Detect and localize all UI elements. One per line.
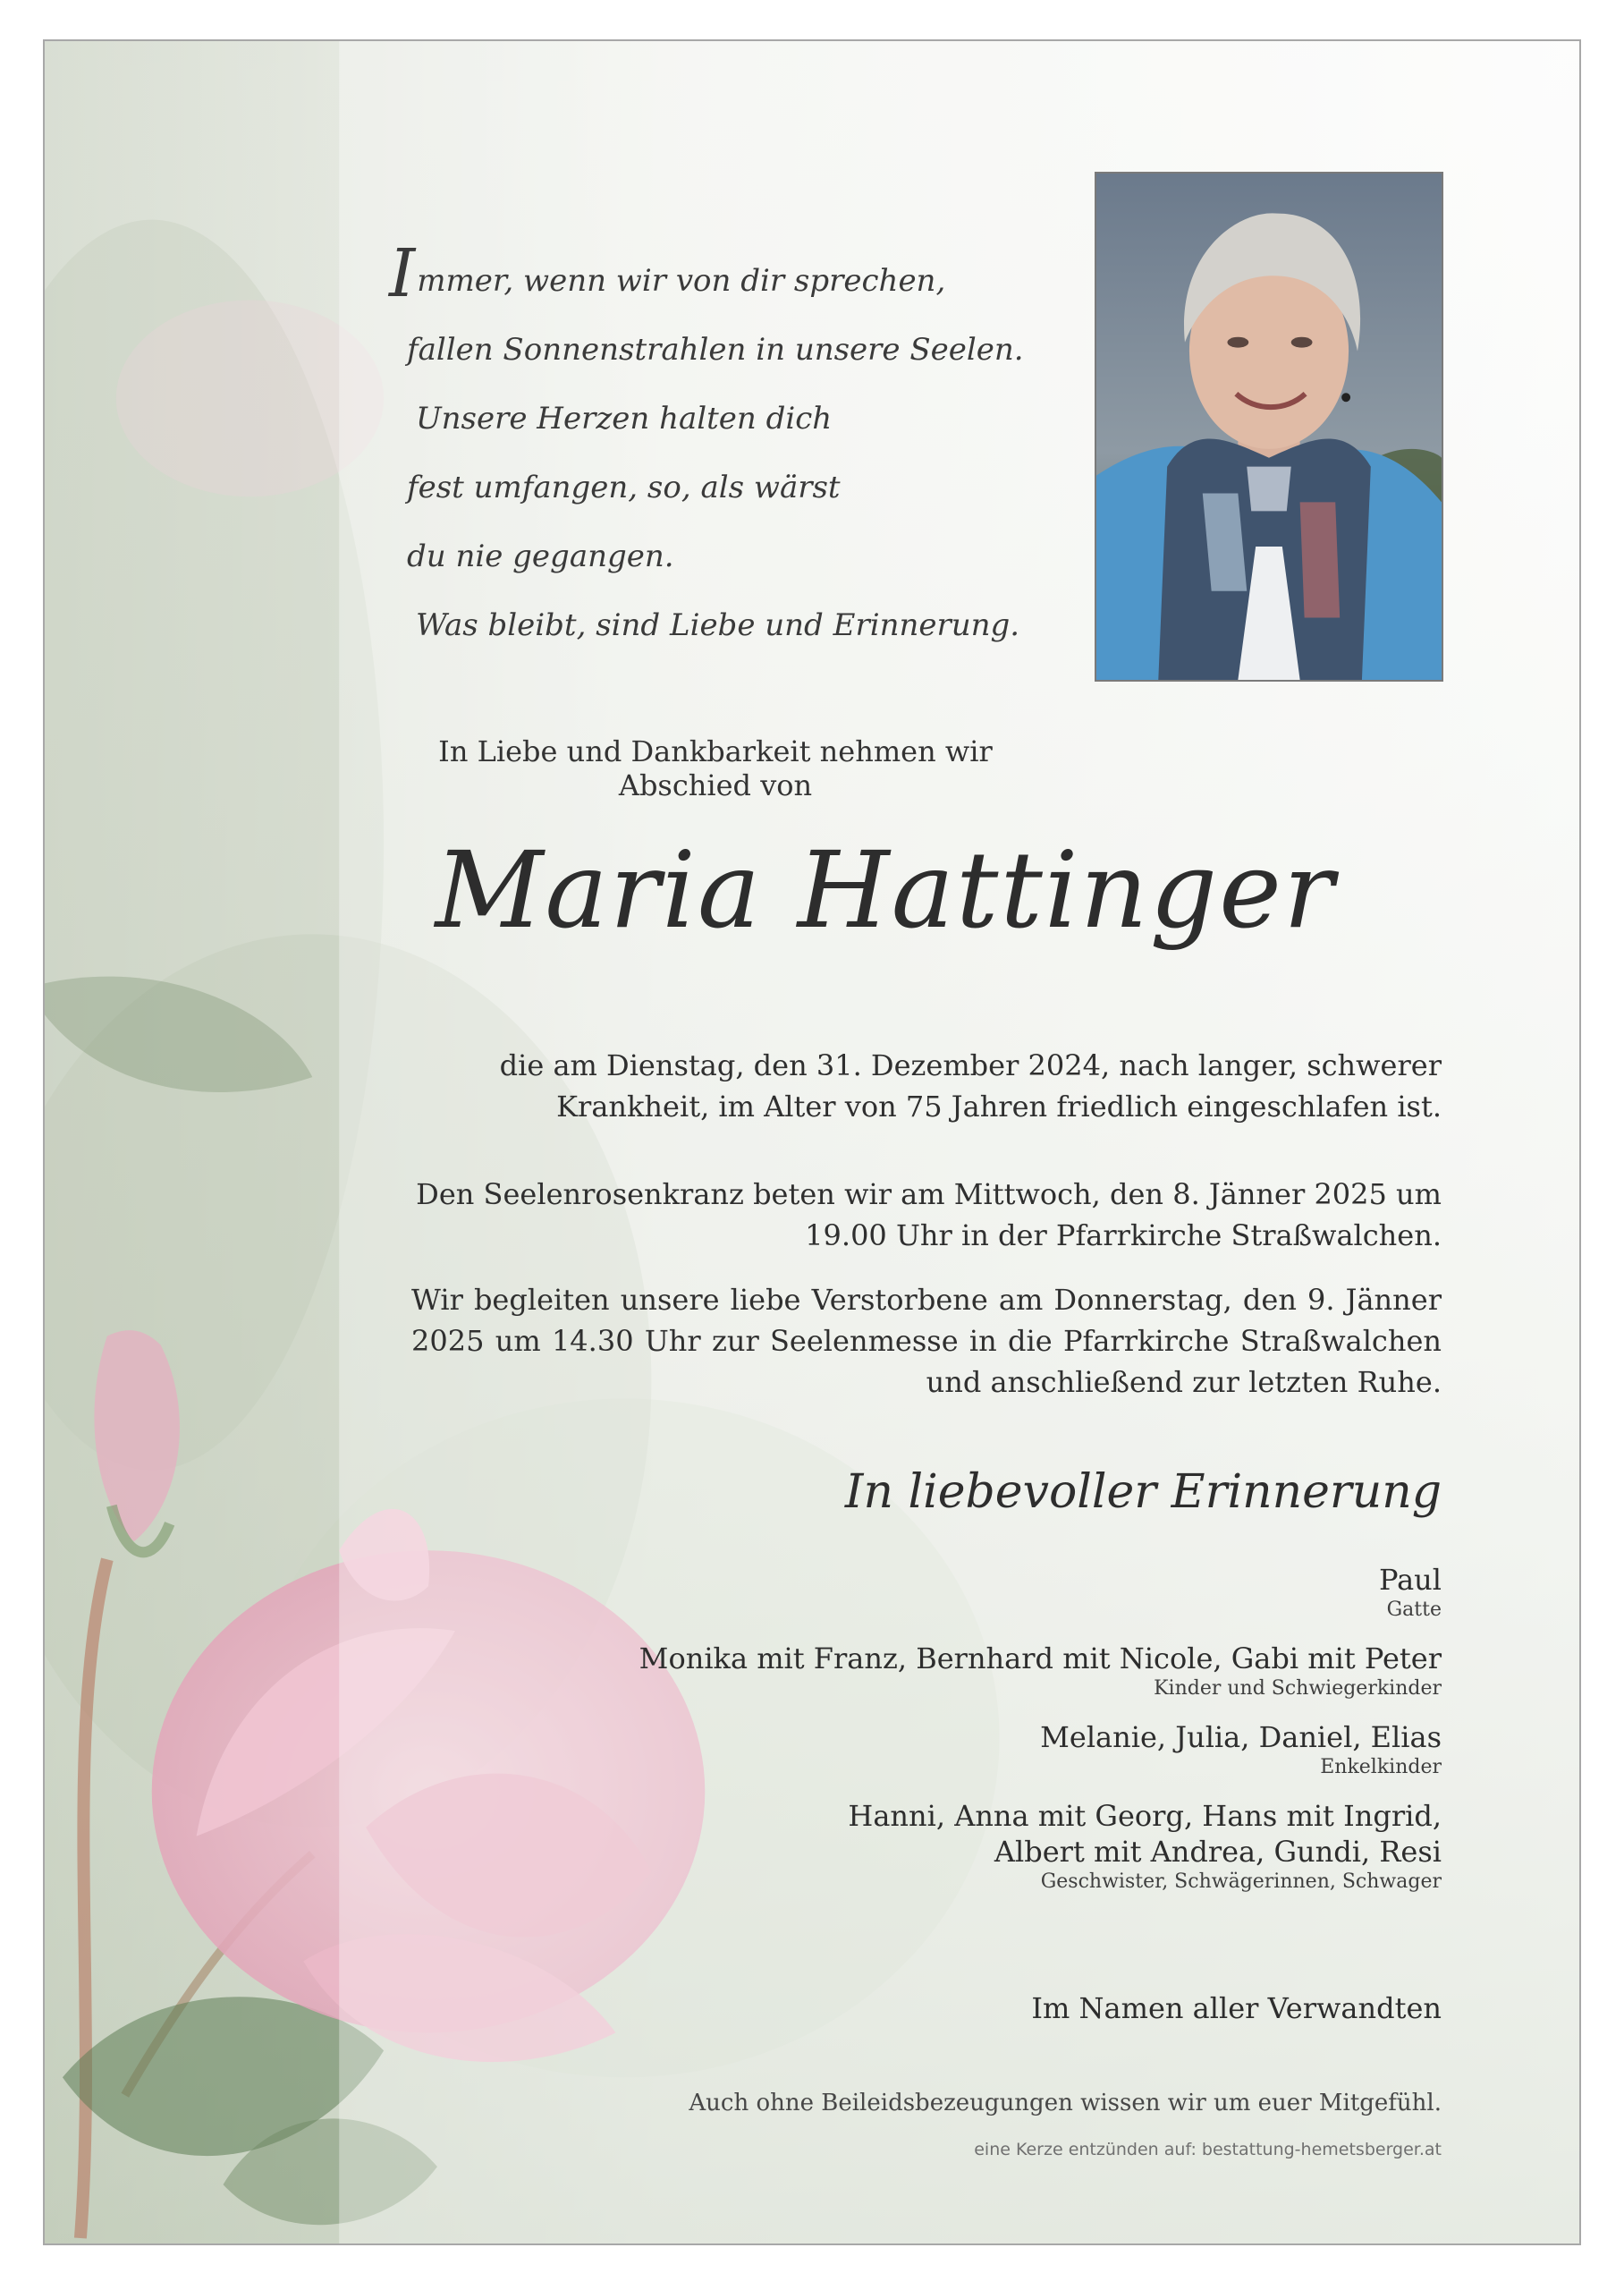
mourners-list <box>546 1562 1442 1913</box>
mourner-names: Melanie, Julia, Daniel, Elias <box>1040 1720 1442 1754</box>
card-content <box>45 41 1579 2243</box>
poem-line: fallen Sonnenstrahlen in unsere Seelen. <box>407 332 1024 368</box>
poem <box>389 235 1087 660</box>
mourner-role: Enkelkinder <box>1320 1756 1442 1778</box>
condolence-note: Auch ohne Beileidsbezeugungen wissen wir um euer Mitgefühl. <box>689 2090 1442 2116</box>
farewell-intro: In Liebe und Dankbarkeit nehmen wir Abschied von <box>438 734 993 802</box>
closing-line: Im Namen aller Verwandten <box>1031 1991 1442 2025</box>
candle-link[interactable]: eine Kerze entzünden auf: bestattung-hemetsberger.at <box>974 2140 1442 2159</box>
rosary-paragraph: Den Seelenrosenkranz beten wir am Mittwoch, den 8. Jänner 2025 um 19.00 Uhr in der Pfarrkirche Straßwalchen. <box>416 1177 1442 1252</box>
funeral-paragraph: Wir begleiten unsere liebe Verstorbene am Donnerstag, den 9. Jänner 2025 um 14.30 Uhr zur Seelenmesse in die Pfarrkirche Straßwalchen und anschließend zur letzten Ruhe. <box>411 1283 1442 1399</box>
poem-line: du nie gegangen. <box>407 539 674 574</box>
mourner-group <box>546 1719 1442 1780</box>
obituary-card <box>43 39 1581 2245</box>
mourner-role: Gatte <box>1386 1599 1442 1621</box>
deceased-name: Maria Hattinger <box>435 828 1336 952</box>
poem-line: Was bleibt, sind Liebe und Erinnerung. <box>416 607 1020 643</box>
mourner-role: Geschwister, Schwägerinnen, Schwager <box>1040 1870 1442 1893</box>
mourner-role: Kinder und Schwiegerkinder <box>1154 1677 1442 1700</box>
mourner-names: Monika mit Franz, Bernhard mit Nicole, Gabi mit Peter <box>639 1641 1442 1675</box>
poem-line: fest umfangen, so, als wärst <box>407 470 841 505</box>
mourner-group <box>546 1562 1442 1623</box>
poem-line: Unsere Herzen halten dich <box>416 401 833 437</box>
death-notice-paragraph: die am Dienstag, den 31. Dezember 2024, nach langer, schwerer Krankheit, im Alter von 75 Jahren friedlich eingeschlafen ist. <box>499 1048 1442 1124</box>
poem-first-line: mmer, wenn wir von dir sprechen, <box>417 263 946 299</box>
poem-line <box>389 235 1087 316</box>
mourner-group <box>546 1798 1442 1895</box>
poem-initial: I <box>389 235 416 312</box>
mourner-names: Hanni, Anna mit Georg, Hans mit Ingrid, <box>848 1799 1442 1833</box>
mourner-names: Albert mit Andrea, Gundi, Resi <box>994 1835 1442 1869</box>
memory-heading: In liebevoller Erinnerung <box>844 1465 1442 1519</box>
mourner-group <box>546 1641 1442 1701</box>
portrait-photo <box>1095 172 1443 682</box>
mourner-names: Paul <box>1378 1563 1442 1597</box>
